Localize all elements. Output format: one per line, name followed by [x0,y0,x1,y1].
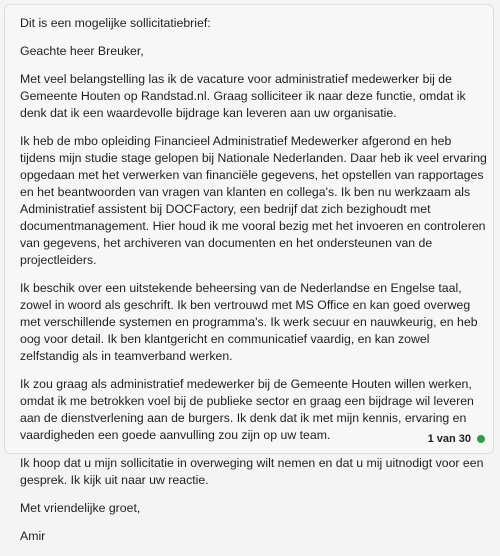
letter-signature: Amir [20,529,46,543]
letter-closing: Met vriendelijke groet, [20,501,141,515]
letter-intro: Dit is een mogelijke sollicitatiebrief: [20,16,211,30]
pagination-footer [428,433,485,445]
letter-paragraph-1: Met veel belangstelling las ik de vacature voor administratief medewerker bij de Gemeente Houten op Randstad.nl. Graag solliciteer ik naar deze functie, omdat ik denk dat ik een waardevolle bijdrage kan leveren aan uw organisatie. [20,72,466,120]
letter-paragraph-2: Ik heb de mbo opleiding Financieel Administratief Medewerker afgerond en heb tijdens mijn studie stage gelopen bij Nationale Nederlanden. Daar heb ik veel ervaring opgedaan met het verwerken van financiële gegevens, het opstellen van rapportages en het beantwoorden van vragen van klanten en collega's. Ik ben nu werkzaam als Administratief assistent bij DOCFactory, een bedrijf dat zich bezighoudt met documentmanagement. Hier houd ik me vooral bezig met het invoeren en controleren van gegevens, het archiveren van documenten en het ondersteunen van de projectleiders. [20,134,487,267]
letter-content [20,15,488,556]
status-dot-icon [477,435,485,443]
response-panel [4,4,494,543]
letter-paragraph-3: Ik beschik over een uitstekende beheersing van de Nederlandse en Engelse taal, zowel in woord als geschrift. Ik ben vertrouwd met MS Office en kan goed overweg met verschillende systemen en programma's. Ik werk secuur en nauwkeurig, en heb oog voor detail. Ik ben klantgericht en communicatief vaardig, en kan zowel zelfstandig als in teamverband werken. [20,281,478,363]
letter-paragraph-4: Ik zou graag als administratief medewerker bij de Gemeente Houten willen werken, omdat ik me betrokken voel bij de publieke sector en graag een bijdrage wil leveren aan de dienstverlening aan de burgers. Ik denk dat ik met mijn kennis, ervaring en vaardigheden een goede aanvulling zou zijn op uw team. [20,377,474,442]
page-indicator[interactable]: 1 van 30 [427,433,471,445]
letter-salutation: Geachte heer Breuker, [20,44,144,58]
letter-paragraph-5: Ik hoop dat u mijn sollicitatie in overweging wilt nemen en dat u mij uitnodigt voor een gesprek. Ik kijk uit naar uw reactie. [20,456,484,487]
